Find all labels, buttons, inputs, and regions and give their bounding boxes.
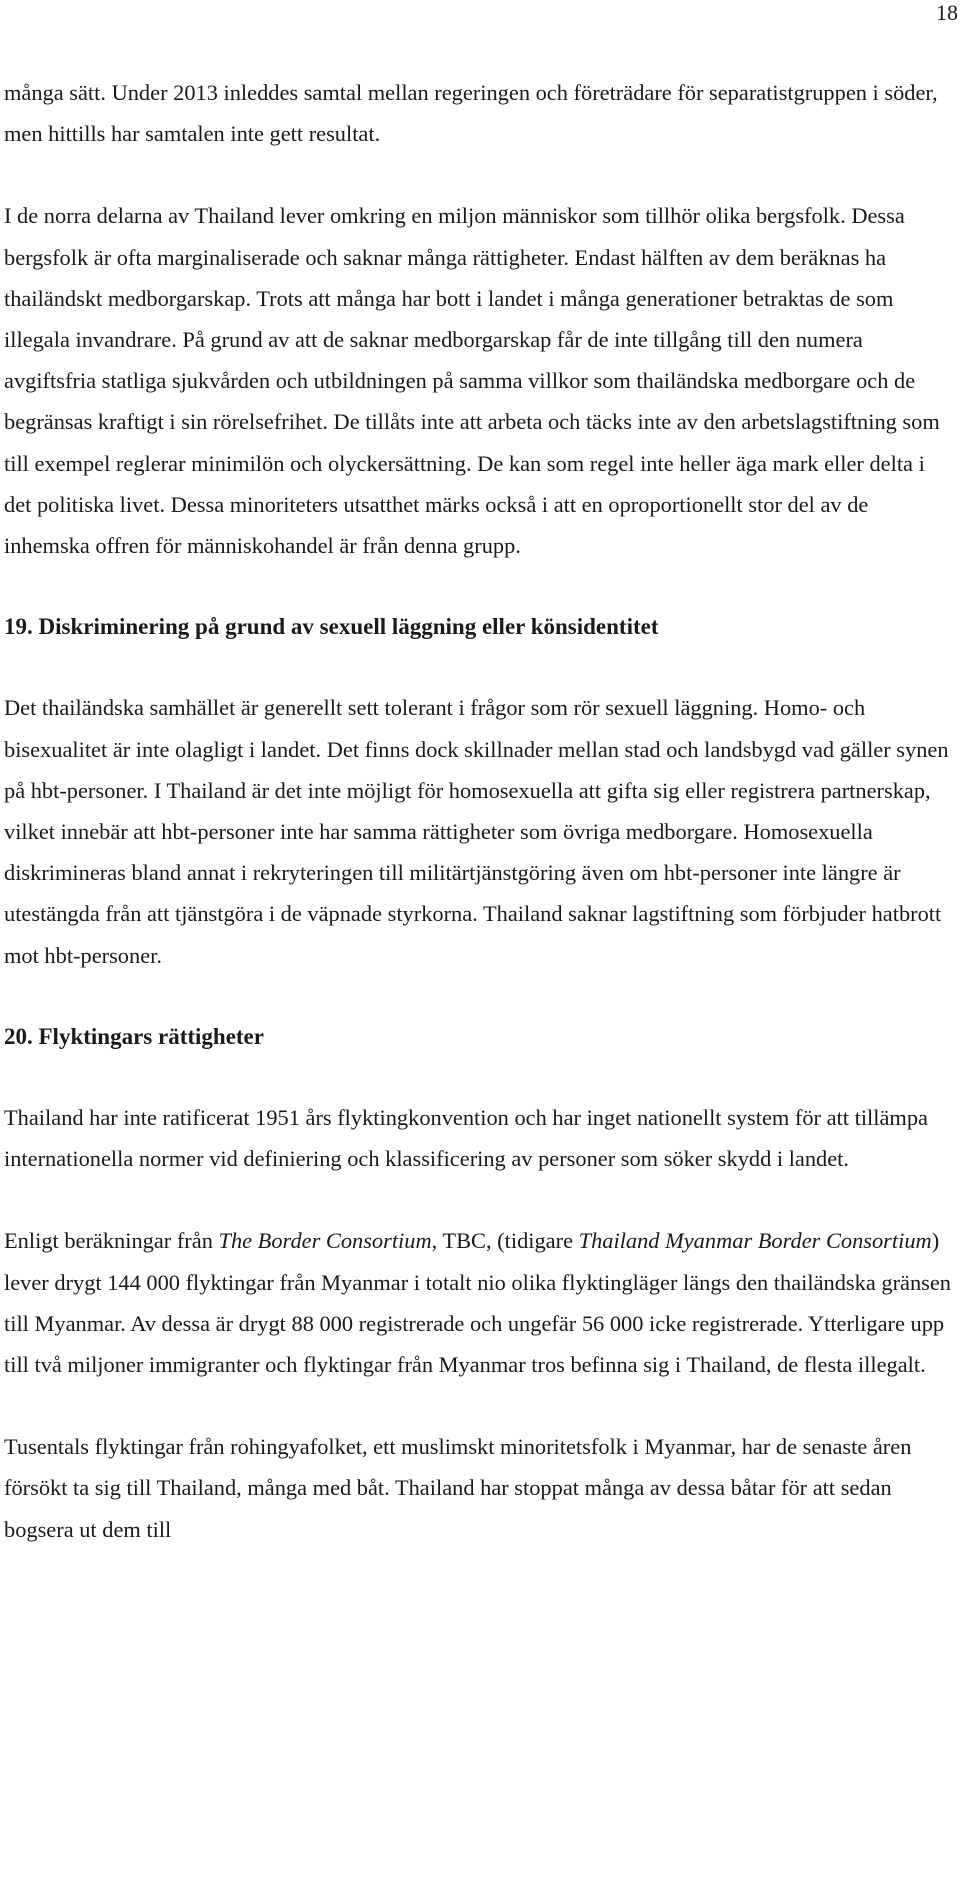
paragraph-refugee-convention: Thailand har inte ratificerat 1951 års flyktingkonvention och har inget nationellt system för att tillämpa internationella normer vid definiering och klassificering av personer som söker skydd i landet.: [4, 1105, 928, 1172]
paragraph-sexual-orientation: Det thailändska samhället är generellt sett tolerant i frågor som rör sexuell läggning. Homo- och bisexualitet är inte olagligt i landet. Det finns dock skillnader mellan stad och landsbygd vad gäller synen på hbt-personer. I Thailand är det inte möjligt för homosexuella att gifta sig eller registrera partnerskap, vilket innebär att hbt-personer inte har samma rättigheter som övriga medborgare. Homosexuella diskrimineras bland annat i rekryteringen till militärtjänstgöring även om hbt-personer inte längre är utestängda från att tjänstgöra i de väpnade styrkorna. Thailand saknar lagstiftning som förbjuder hatbrott mot hbt-personer.: [4, 695, 949, 968]
text-segment: Enligt beräkningar från: [4, 1228, 219, 1254]
paragraph-border-consortium: [4, 1220, 954, 1385]
organization-name: The Border Consortium: [218, 1228, 432, 1254]
document-body: [4, 72, 954, 1550]
page-number: 18: [936, 0, 958, 25]
paragraph-rohingya: Tusentals flyktingar från rohingyafolket, ett muslimskt minoritetsfolk i Myanmar, har de senaste åren försökt ta sig till Thailand, många med båt. Thailand har stoppat många av dessa båtar för att sedan bogsera ut dem till: [4, 1434, 912, 1542]
text-segment: , TBC, (tidigare: [431, 1228, 579, 1254]
paragraph-hill-tribes: I de norra delarna av Thailand lever omkring en miljon människor som tillhör olika bergsfolk. Dessa bergsfolk är ofta marginaliserade och saknar många rättigheter. Endast hälften av dem beräknas ha thailändskt medborgarskap. Trots att många har bott i landet i många generationer betraktas de som illegala invandrare. På grund av att de saknar medborgarskap får de inte tillgång till den numera avgiftsfria statliga sjukvården och utbildningen på samma villkor som thailändska medborgare och de begränsas kraftigt i sin rörelsefrihet. De tillåts inte att arbeta och täcks inte av den arbetslagstiftning som till exempel reglerar minimilön och olyckersättning. De kan som regel inte heller äga mark eller delta i det politiska livet. Dessa minoriteters utsatthet märks också i att en oproportionellt stor del av de inhemska offren för människohandel är från denna grupp.: [4, 203, 940, 559]
section-heading-20: 20. Flyktingars rättigheter: [4, 1023, 264, 1049]
text-segment: ) lever drygt 144 000 flyktingar från Myanmar i totalt nio olika flyktingläger längs den thailändska gränsen till Myanmar. Av dessa är drygt 88 000 registrerade och ungefär 56 000 icke registrerade. Ytterligare upp till två miljoner immigranter och flyktingar från Myanmar tros befinna sig i Thailand, de flesta illegalt.: [4, 1228, 951, 1378]
section-heading-19: 19. Diskriminering på grund av sexuell läggning eller könsidentitet: [4, 614, 659, 640]
organization-former-name: Thailand Myanmar Border Consortium: [578, 1228, 932, 1254]
paragraph-separatist-talks: många sätt. Under 2013 inleddes samtal mellan regeringen och företrädare för separatistgruppen i söder, men hittills har samtalen inte gett resultat.: [4, 80, 938, 147]
